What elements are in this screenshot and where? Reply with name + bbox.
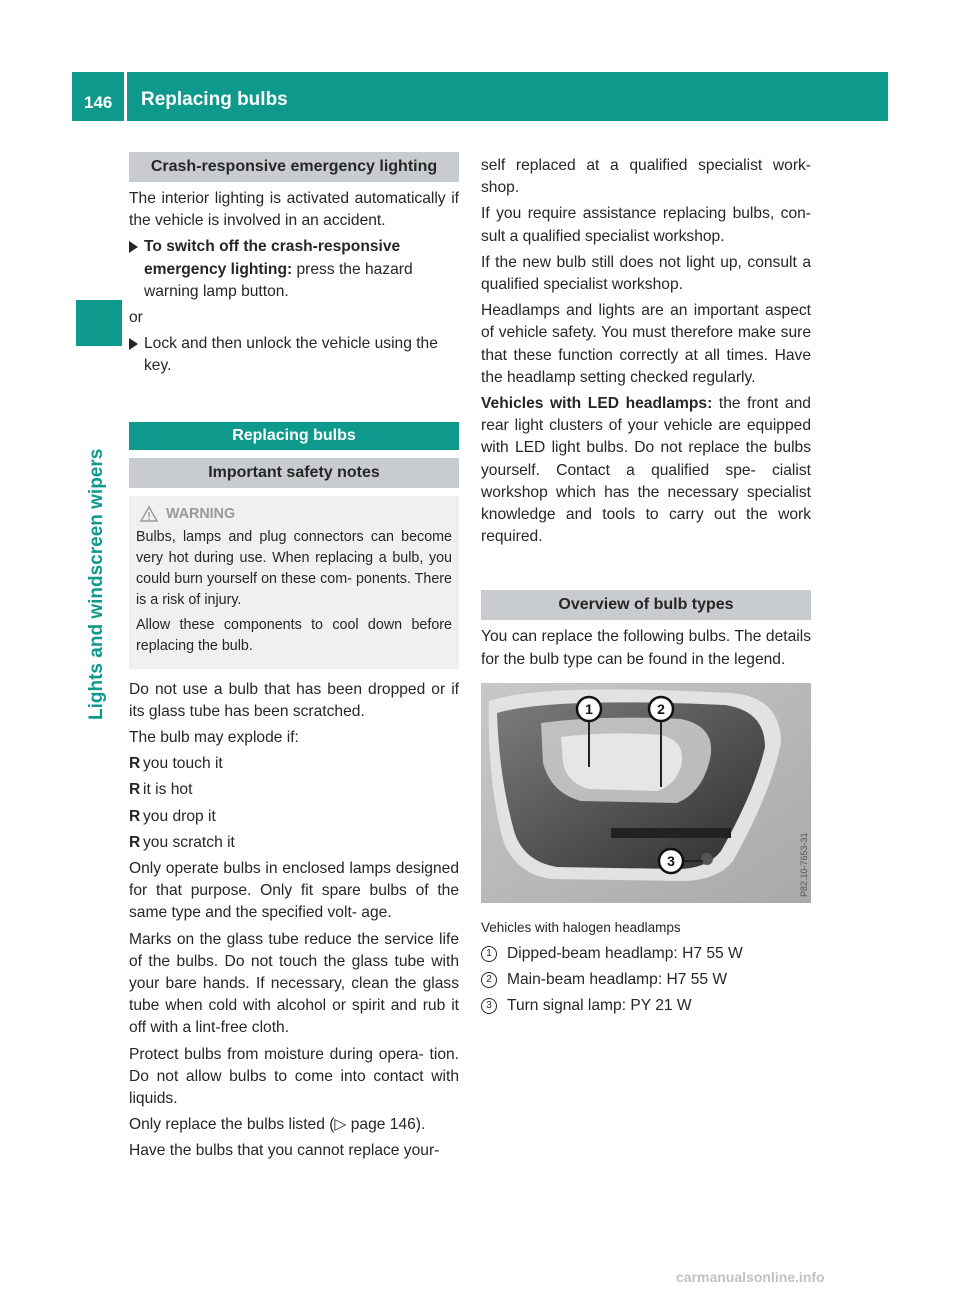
list-item — [129, 832, 459, 854]
crash-paragraph: The interior lighting is activated automatically if the vehicle is involved in an accident. — [129, 190, 459, 230]
left-column — [129, 152, 459, 1167]
figure-caption: Vehicles with halogen headlamps — [481, 919, 681, 935]
led-bold: Vehicles with LED headlamps: — [481, 395, 713, 413]
list-item-text: you touch it — [143, 755, 223, 773]
list-item-text: you scratch it — [143, 833, 235, 851]
crash-heading: Crash-responsive emergency lighting — [129, 152, 459, 182]
list-item — [129, 753, 459, 775]
legend-text: Dipped-beam headlamp: H7 55 W — [507, 945, 743, 963]
marker-1: 1 — [585, 700, 593, 717]
legend-item — [481, 995, 811, 1017]
paragraph: Do not use a bulb that has been dropped or if its glass tube has been scratched. — [129, 680, 459, 720]
step-bold: To switch off the crash-responsive emergency lighting: — [144, 238, 401, 278]
legend-text: Turn signal lamp: PY 21 W — [507, 997, 692, 1015]
paragraph: Marks on the glass tube reduce the service life of the bulbs. Do not touch the glass tube with your bare hands. If necessary, clean the glass tube when cold with alcohol or spirit and rub it off with a lint-free cloth. — [129, 930, 459, 1037]
led-text: the front and rear light clusters of your vehicle are equipped with LED light bulbs. Do not replace the bulbs yourself. Contact a qualified spe- cialist workshop which has the necessary specialist knowledge and tools to carry out the work required. — [481, 395, 811, 546]
list-item-text: you drop it — [143, 807, 216, 825]
section-marker — [76, 300, 122, 346]
legend-number: 2 — [481, 972, 497, 988]
paragraph: Only operate bulbs in enclosed lamps designed for that purpose. Only fit spare bulbs of the same type and the specified volt- age. — [129, 860, 459, 922]
paragraph: If you require assistance replacing bulbs, con- sult a qualified specialist workshop. — [481, 205, 811, 245]
step-arrow-icon — [129, 241, 138, 253]
bullet-r-icon: R — [129, 833, 141, 851]
right-column — [481, 155, 811, 1022]
marker-3: 3 — [667, 852, 675, 869]
paragraph: Protect bulbs from moisture during opera- tion. Do not allow bulbs to come into contact with liquids. — [129, 1045, 459, 1108]
legend-number: 1 — [481, 946, 497, 962]
paragraph: You can replace the following bulbs. The details for the bulb type can be found in the legend. — [481, 628, 811, 668]
legend-item — [481, 969, 811, 991]
paragraph: self replaced at a qualified specialist work- shop. — [481, 157, 811, 197]
step-arrow-icon — [129, 338, 138, 350]
list-item-text: it is hot — [143, 781, 193, 799]
instruction-step — [129, 333, 459, 377]
legend-item — [481, 943, 811, 965]
legend-text: Main-beam headlamp: H7 55 W — [507, 971, 728, 989]
figure-code: P82.10-7653-31 — [799, 832, 809, 897]
overview-heading: Overview of bulb types — [481, 590, 811, 620]
safety-heading: Important safety notes — [129, 458, 459, 488]
marker-2: 2 — [657, 700, 665, 717]
instruction-step — [129, 236, 459, 303]
warning-box — [129, 496, 459, 669]
paragraph: Headlamps and lights are an important aspect of vehicle safety. You must therefore make sure that these function correctly at all times. Have the headlamp setting checked regularly. — [481, 302, 811, 386]
list-item — [129, 806, 459, 828]
bullet-r-icon: R — [129, 807, 141, 825]
warning-text: Bulbs, lamps and plug connectors can become very hot during use. When replacing a bulb, you could burn yourself on these com- ponents. There is a risk of injury. — [136, 528, 452, 608]
led-paragraph — [481, 393, 811, 548]
warning-triangle-icon — [140, 506, 158, 522]
watermark: carmanualsonline.info — [676, 1269, 825, 1285]
header-title: Replacing bulbs — [141, 89, 288, 110]
paragraph: If the new bulb still does not light up, consult a qualified specialist workshop. — [481, 253, 811, 294]
bullet-r-icon: R — [129, 755, 141, 773]
step-text: press the hazard warning lamp button. — [144, 260, 413, 300]
warning-label: WARNING — [166, 505, 236, 522]
legend-number: 3 — [481, 998, 497, 1014]
warning-text: Allow these components to cool down before replacing the bulb. — [136, 616, 452, 654]
replacing-heading: Replacing bulbs — [129, 422, 459, 450]
headlamp-figure — [481, 683, 811, 903]
step-text: Lock and then unlock the vehicle using the key. — [144, 335, 438, 375]
paragraph: Have the bulbs that you cannot replace your- — [129, 1142, 440, 1160]
or-text: or — [129, 309, 143, 327]
chapter-label: Lights and windscreen wipers — [86, 448, 107, 720]
paragraph: The bulb may explode if: — [129, 729, 299, 747]
list-item — [129, 779, 459, 801]
warning-title — [140, 504, 452, 525]
headlamp-image — [481, 683, 811, 903]
page-reference-link[interactable]: Only replace the bulbs listed (▷ page 146). — [129, 1116, 426, 1134]
page-number: 146 — [84, 93, 113, 112]
bullet-r-icon: R — [129, 781, 141, 799]
header-divider — [124, 72, 127, 121]
